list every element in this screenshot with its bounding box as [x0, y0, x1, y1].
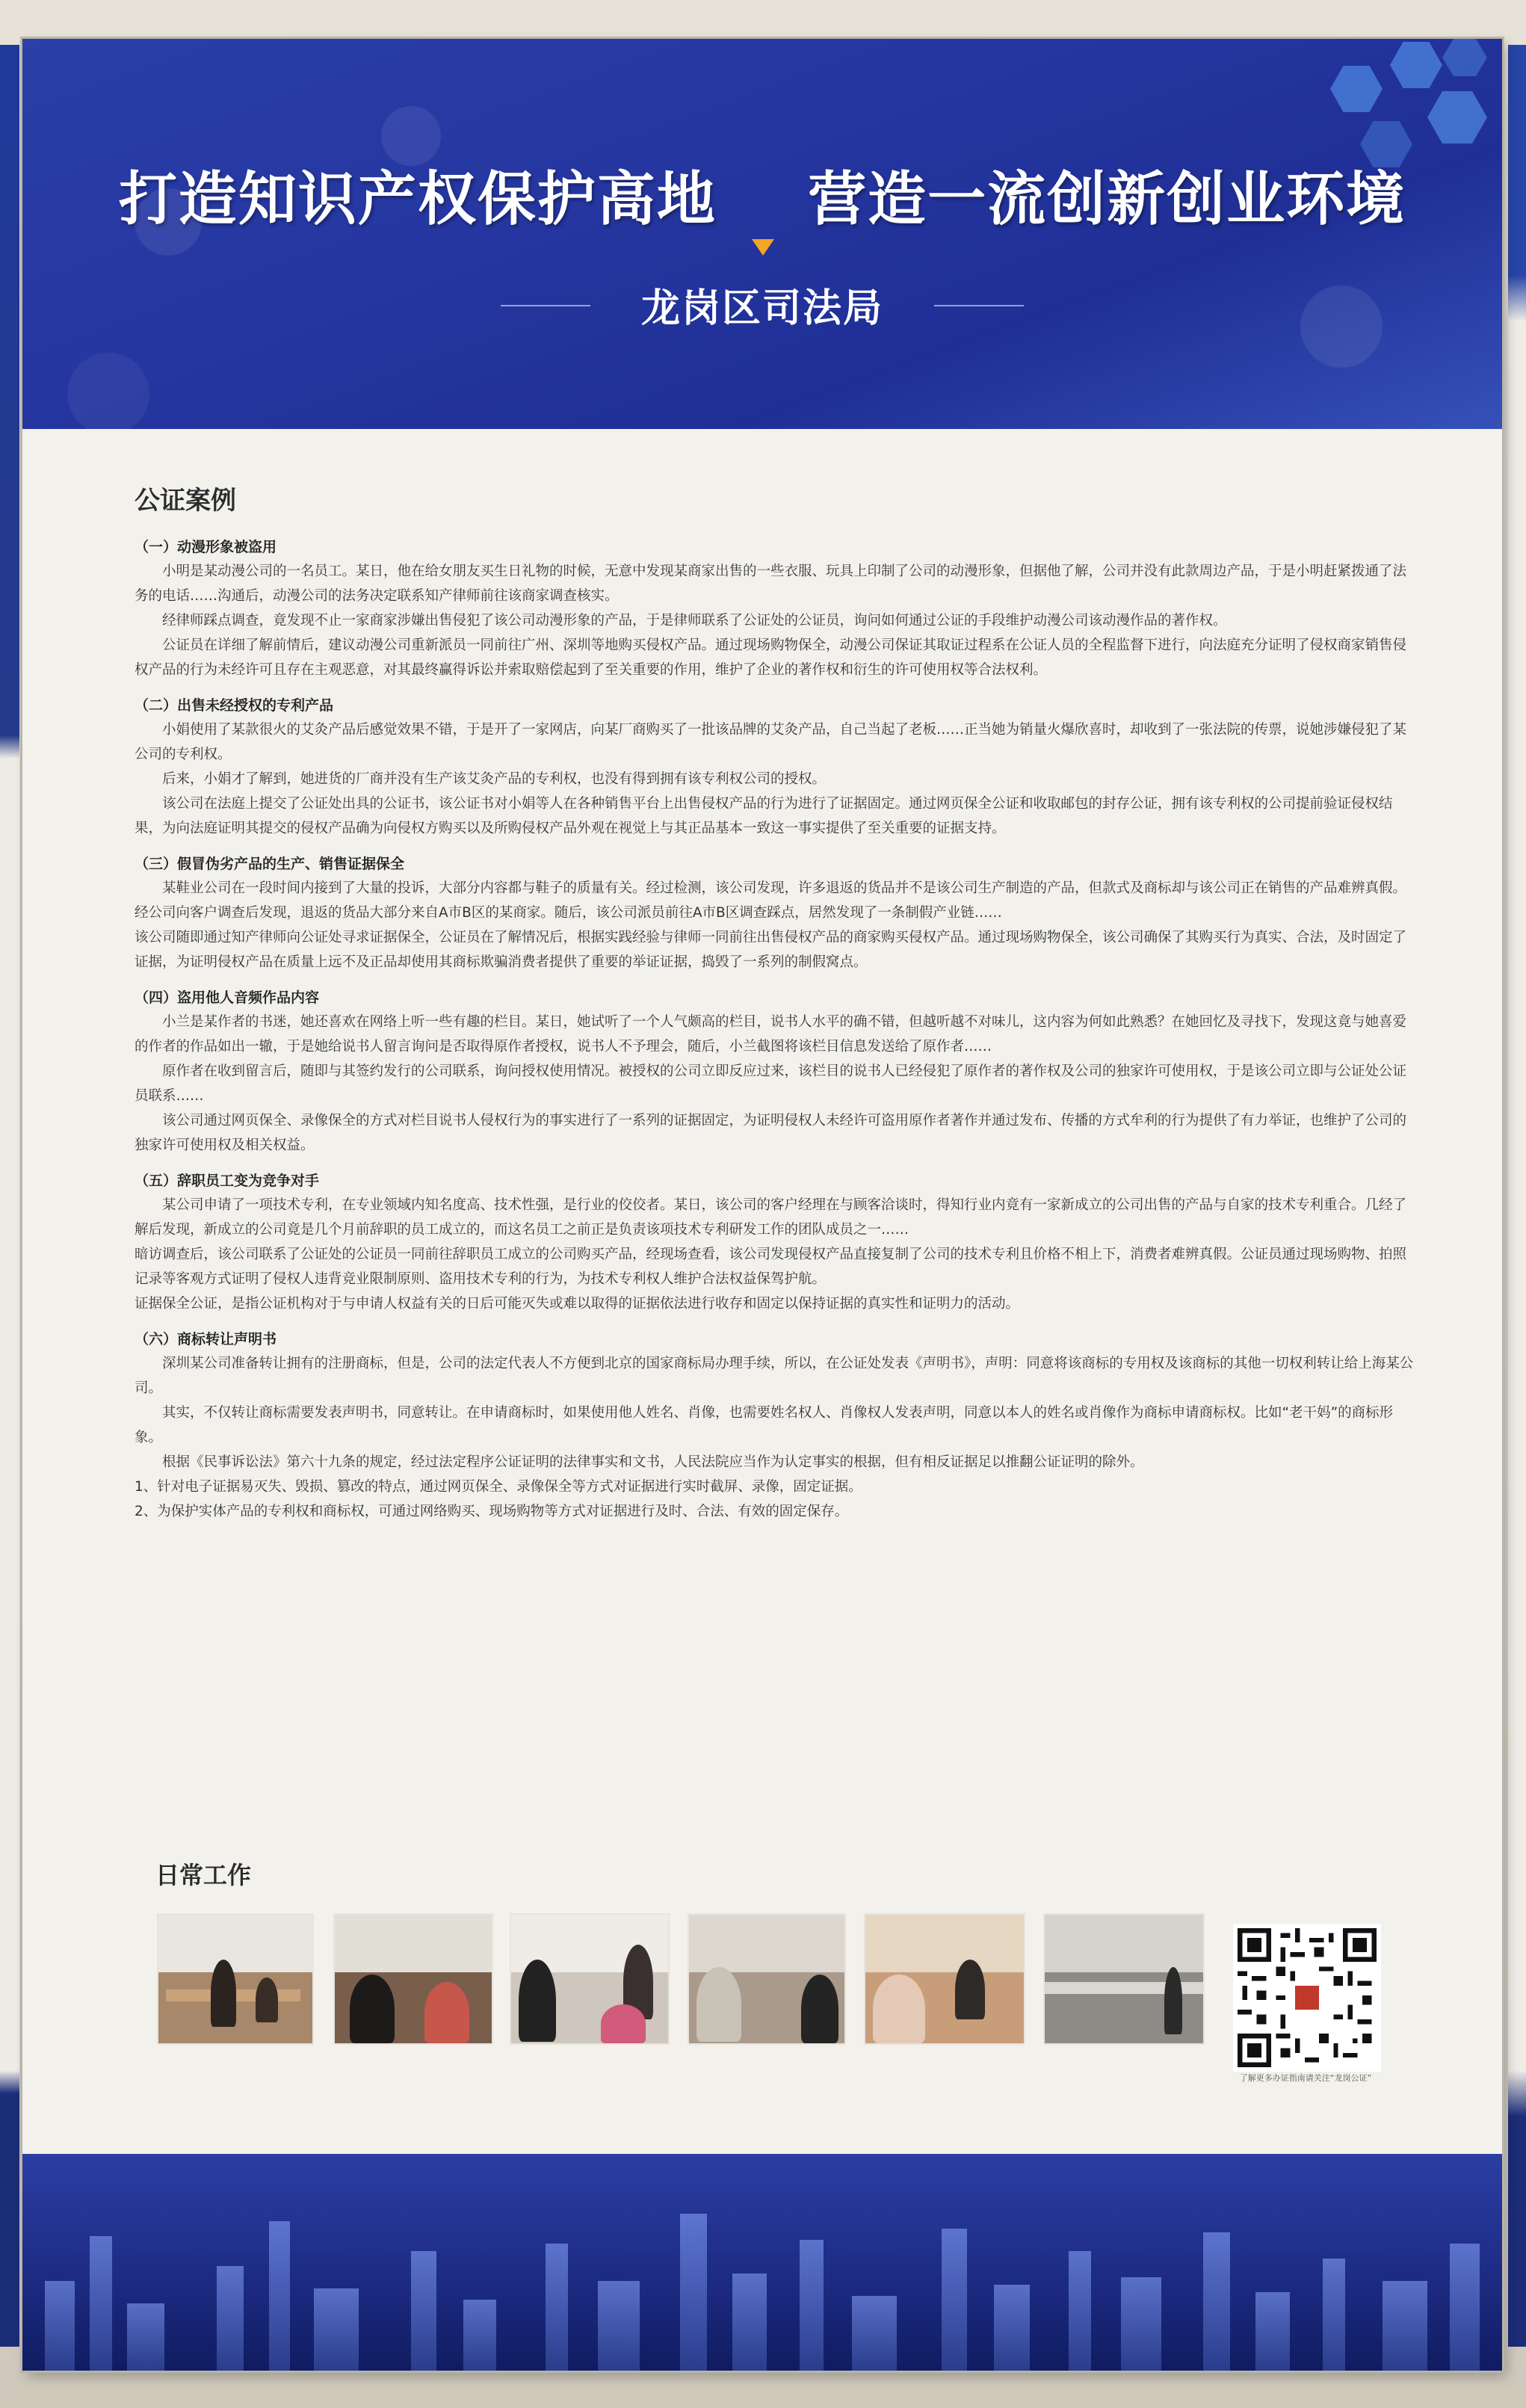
case-paragraph: 原作者在收到留言后，随即与其签约发行的公司联系，询问授权使用情况。被授权的公司立即反应过来，该栏目的说书人已经侵犯了原作者的著作权及公司的独家许可使用权，于是该公司立即与公证处公证员联系…… — [135, 1063, 1407, 1104]
case-title: （六）商标转让声明书 — [135, 1331, 277, 1347]
poster-footer — [22, 2154, 1502, 2371]
case-5 — [135, 1170, 1420, 1316]
case-paragraph: 小明是某动漫公司的一名员工。某日，他在给女朋友买生日礼物的时候，无意中发现某商家出售的一些衣服、玩具上印制了公司的动漫形象，但据他了解，公司并没有此款周边产品，于是小明赶紧拨通了法务的电话……沟通后，动漫公司的法务决定联系知产律师前往该商家调查核实。 — [135, 564, 1407, 604]
main-title-right: 营造一流创新创业环境 — [808, 166, 1406, 233]
case-paragraph: 经公司向客户调查后发现，退返的货品大部分来自A市B区的某商家。随后，该公司派员前往A市B区调查踩点，居然发现了一条制假产业链…… — [135, 905, 1002, 921]
case-paragraph: 该公司在法庭上提交了公证处出具的公证书，该公证书对小娟等人在各种销售平台上出售侵权产品的行为进行了证据固定。通过网页保全公证和收取邮包的封存公证，拥有该专利权的公司提前验证侵权结果，为向法庭证明其提交的侵权产品确为向侵权方购买以及所购侵权产品外观在视觉上与其正品基本一致这一事实提供了至关重要的证据支持。 — [135, 796, 1393, 836]
case-1 — [135, 536, 1420, 682]
case-paragraph: 小娟使用了某款很火的艾灸产品后感觉效果不错，于是开了一家网店，向某厂商购买了一批该品牌的艾灸产品，自己当起了老板……正当她为销量火爆欣喜时，却收到了一张法院的传票，说她涉嫌侵犯了某公司的专利权。 — [135, 722, 1407, 762]
case-paragraph: 该公司随即通过知产律师向公证处寻求证据保全，公证员在了解情况后，根据实践经验与律师一同前往出售侵权产品的商家购买侵权产品。通过现场购物保全，该公司确保了其购买行为真实、合法，及时固定了证据，为证明侵权产品在质量上远不及正品却使用其商标欺骗消费者提供了重要的举证证据，捣毁了一系列的制假窝点。 — [135, 930, 1407, 970]
daily-photo — [157, 1913, 314, 2045]
cases-section — [135, 480, 1420, 1536]
triangle-marker-icon — [752, 239, 774, 256]
hexagon-icon — [1390, 42, 1442, 88]
adjacent-left-board — [0, 45, 19, 2347]
case-title: （五）辞职员工变为竞争对手 — [135, 1173, 320, 1189]
case-paragraph: 深圳某公司准备转让拥有的注册商标，但是，公司的法定代表人不方便到北京的国家商标局办理手续，所以，在公证处发表《声明书》，声明：同意将该商标的专用权及该商标的其他一切权利转让给上海某公司。 — [135, 1356, 1414, 1396]
hexagon-icon — [1330, 66, 1383, 112]
daily-photo — [688, 1913, 846, 2045]
poster-board — [22, 39, 1502, 2371]
qr-caption: 了解更多办证指南请关注“龙岗公证” — [1239, 2073, 1372, 2083]
case-title: （二）出售未经授权的专利产品 — [135, 697, 334, 714]
case-paragraph: 其实，不仅转让商标需要发表声明书，同意转让。在申请商标时，如果使用他人姓名、肖像，也需要姓名权人、肖像权人发表声明，同意以本人的姓名或肖像作为商标申请商标权。比如“老干妈”的商标形象。 — [135, 1405, 1394, 1445]
case-paragraph: 根据《民事诉讼法》第六十九条的规定，经过法定程序公证证明的法律事实和文书，人民法院应当作为认定事实的根据，但有相反证据足以推翻公证证明的除外。 — [162, 1454, 1144, 1470]
organization-name: 龙岗区司法局 — [640, 286, 883, 331]
case-paragraph: 暗访调查后，该公司联系了公证处的公证员一同前往辞职员工成立的公司购买产品，经现场查看，该公司发现侵权产品直接复制了公司的技术专利且价格不相上下，消费者难辨真假。公证员通过现场购物、拍照记录等客观方式证明了侵权人违背竞业限制原则、盗用技术专利的行为，为技术专利权人维护合法权益保驾护航。 — [135, 1247, 1407, 1287]
case-title: （一）动漫形象被盗用 — [135, 539, 277, 555]
case-paragraph: 某鞋业公司在一段时间内接到了大量的投诉，大部分内容都与鞋子的质量有关。经过检测，该公司发现，许多退返的货品并不是该公司生产制造的产品，但款式及商标却与该公司正在销售的产品难辨真假。 — [162, 880, 1407, 896]
case-title: （四）盗用他人音频作品内容 — [135, 990, 320, 1006]
adjacent-right-board — [1508, 45, 1526, 2347]
daily-photo — [1043, 1913, 1205, 2045]
case-2 — [135, 694, 1420, 841]
case-paragraph: 1、针对电子证据易灭失、毁损、篡改的特点，通过网页保全、录像保全等方式对证据进行实时截屏、录像，固定证据。 — [135, 1479, 862, 1495]
case-paragraph: 证据保全公证，是指公证机构对于与申请人权益有关的日后可能灭失或难以取得的证据依法进行收存和固定以保持证据的真实性和证明力的活动。 — [135, 1296, 1020, 1312]
section-title: 公证案例 — [135, 486, 236, 516]
case-3 — [135, 853, 1420, 975]
case-4 — [135, 987, 1420, 1158]
case-paragraph: 后来，小娟才了解到，她进货的厂商并没有生产该艾灸产品的专利权，也没有得到拥有该专利权公司的授权。 — [162, 771, 827, 787]
case-title: （三）假冒伪劣产品的生产、销售证据保全 — [135, 856, 405, 872]
daily-photo — [864, 1913, 1025, 2045]
case-6 — [135, 1328, 1420, 1524]
daily-work-title: 日常工作 — [155, 1861, 252, 1889]
case-paragraph: 某公司申请了一项技术专利，在专业领域内知名度高、技术性强，是行业的佼佼者。某日，该公司的客户经理在与顾客洽谈时，得知行业内竟有一家新成立的公司出售的产品与自家的技术专利重合。几经了解后发现，新成立的公司竟是几个月前辞职的员工成立的，而这名员工之前正是负责该项技术专利研发工作的团队成员之一…… — [135, 1197, 1407, 1238]
main-title — [22, 152, 1502, 236]
case-paragraph: 小兰是某作者的书迷，她还喜欢在网络上听一些有趣的栏目。某日，她试听了一个人气颇高的栏目，说书人水平的确不错，但越听越不对味儿，这内容为何如此熟悉？在她回忆及寻找下，发现这竟与她喜爱的作者的作品如出一辙，于是她给说书人留言询问是否取得原作者授权，说书人不予理会，随后，小兰截图将该栏目信息发送给了原作者…… — [135, 1014, 1407, 1055]
case-paragraph: 公证员在详细了解前情后，建议动漫公司重新派员一同前往广州、深圳等地购买侵权产品。通过现场购物保全，动漫公司保证其取证过程系在公证人员的全程监督下进行，向法庭充分证明了侵权商家销售侵权产品的行为未经许可且存在主观恶意，对其最终赢得诉讼并索取赔偿起到了至关重要的作用，维护了企业的著作权和衍生的许可使用权等合法权利。 — [135, 637, 1407, 678]
hexagon-icon — [1442, 39, 1487, 76]
case-paragraph: 该公司通过网页保全、录像保全的方式对栏目说书人侵权行为的事实进行了一系列的证据固定，为证明侵权人未经许可盗用原作者著作并通过发布、传播的方式牟利的行为提供了有力举证，也维护了公司的独家许可使用权及相关权益。 — [135, 1113, 1407, 1153]
qr-code — [1233, 1924, 1381, 2072]
daily-photo — [333, 1913, 493, 2045]
hexagon-icon — [1427, 91, 1487, 143]
case-paragraph: 经律师踩点调查，竟发现不止一家商家涉嫌出售侵犯了该公司动漫形象的产品，于是律师联系了公证处的公证员，询问如何通过公证的手段维护动漫公司该动漫作品的著作权。 — [162, 613, 1227, 629]
main-title-left: 打造知识产权保护高地 — [118, 166, 717, 233]
daily-photo — [510, 1913, 670, 2045]
poster-header — [22, 39, 1502, 429]
case-paragraph: 2、为保护实体产品的专利权和商标权，可通过网络购买、现场购物等方式对证据进行及时、合法、有效的固定保存。 — [135, 1504, 849, 1519]
gear-icon — [67, 353, 149, 429]
